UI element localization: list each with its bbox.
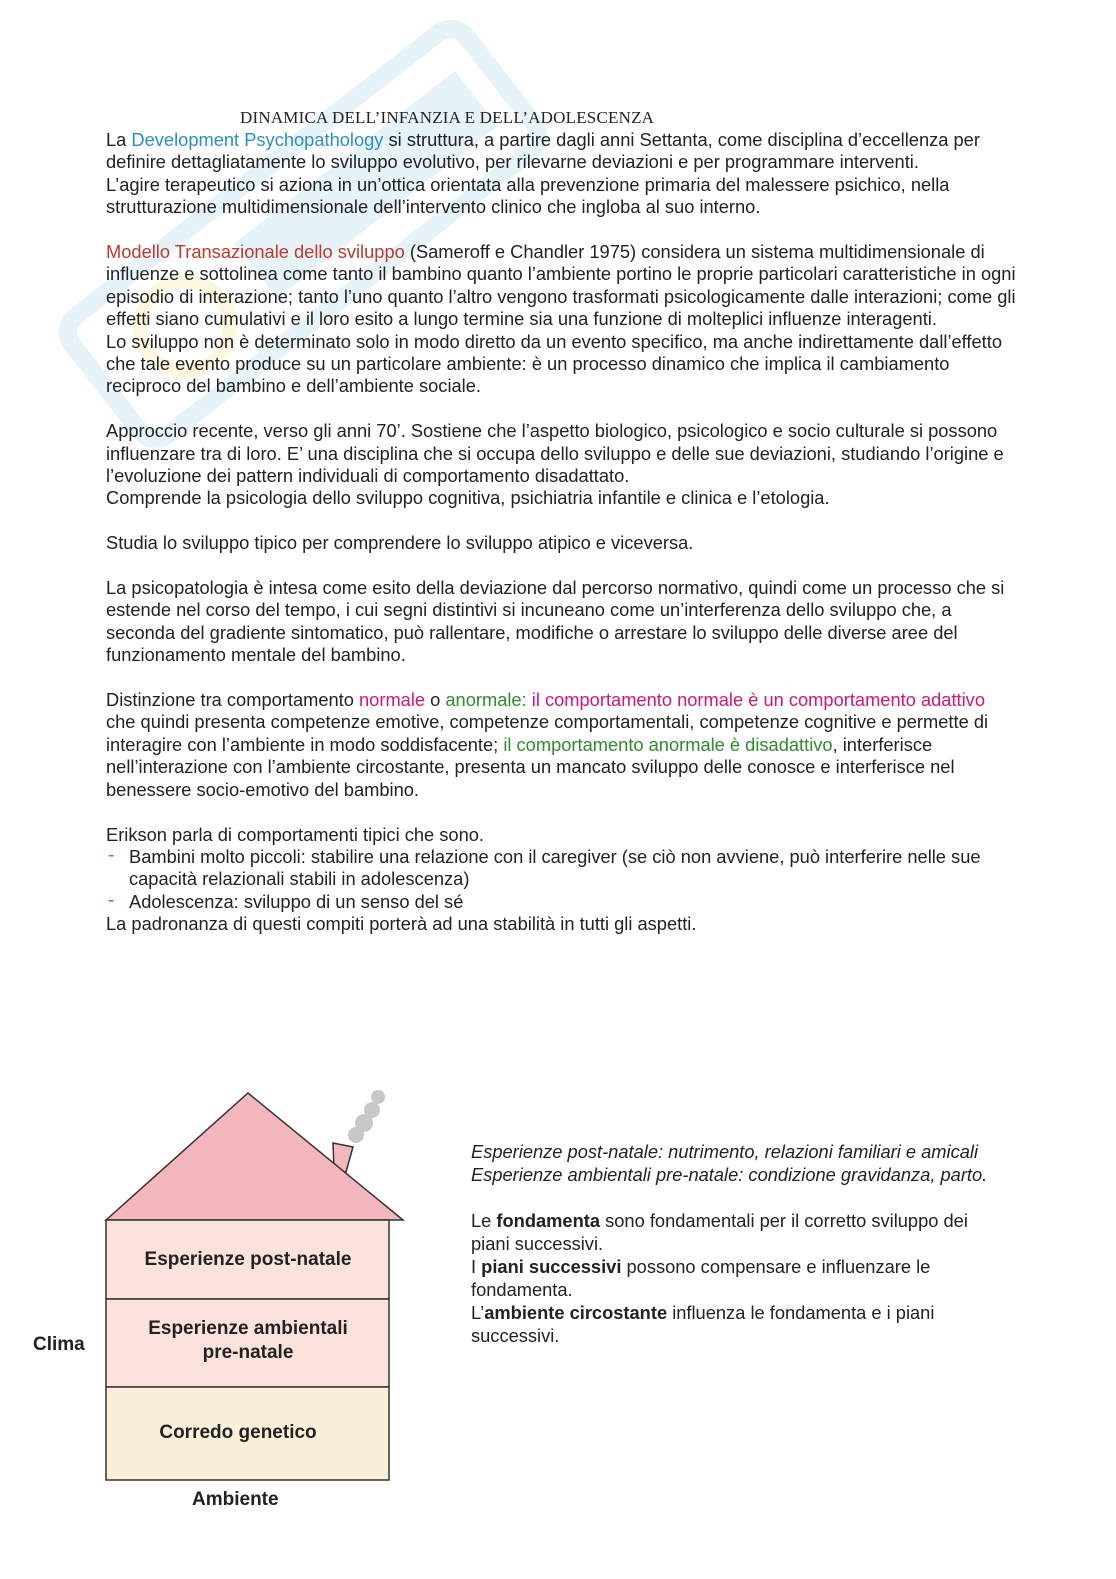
pre-natal-note: Esperienze ambientali pre-natale: condizione gravidanza, parto. <box>471 1164 988 1185</box>
paragraph-normal-abnormal: Distinzione tra comportamento normale o anormale: il comportamento normale è un comportamento adattivo che quindi presenta competenze emotive, competenze comportamentali, competenze cognitive e permette di interagire con l’ambiente in modo soddisfacente; il comportamento anormale è disadattivo, interferisce nell’interazione con l’ambiente circostante, presenta un mancato sviluppo delle conosce e interferisce nel benessere socio-emotivo del bambino. <box>106 689 989 800</box>
climate-label: Clima <box>33 1334 85 1355</box>
environment-note: L’ambiente circostante influenza le fondamenta e i piani successivi. <box>471 1302 935 1346</box>
house-diagram <box>20 1075 420 1535</box>
environment-label: Ambiente <box>192 1489 279 1510</box>
paragraph-psychopathology: La psicopatologia è intesa come esito della deviazione dal percorso normativo, quindi come un processo che si estende nel corso del tempo, i cui segni distintivi si incuneano come un’interferenza dello sviluppo che, a seconda del gradiente sintomatico, può rallentare, modifiche o arrestare lo sviluppo delle diverse aree del funzionamento mentale del bambino. <box>106 577 1005 666</box>
house-drawing <box>20 1075 420 1535</box>
list-item: - Adolescenza: sviluppo di un senso del sé <box>106 891 1016 913</box>
paragraph-transactional-model: Modello Transazionale dello sviluppo (Sameroff e Chandler 1975) considera un sistema multidimensionale di influenze e sottolinea come tanto il bambino quanto l’ambiente portino le proprie particolari caratteristiche in ogni episodio di interazione; tanto l’uno quanto l’altro vengono trasformati psicologicamente dalle interazioni; come gli effetti siano cumulativi e il loro esito a lungo termine sia una funzione di molteplici influenze interagenti. Lo sviluppo non è determinato solo in modo diretto da un evento specifico, ma anche indirettamente dall’effetto che tale evento produce su un particolare ambiente: è un processo dinamico che implica il cambiamento reciproco del bambino e dell’ambiente sociale. <box>106 241 1016 397</box>
paragraph-intro: La Development Psychopathology si struttura, a partire dagli anni Settanta, come disciplina d’eccellenza per definire dettagliatamente lo sviluppo evolutivo, per rilevarne deviazioni e per programmare interventi. L’agire terapeutico si aziona in un’ottica orientata alla prevenzione primaria del malessere psichico, nella strutturazione multidimensionale dell’intervento clinico che ingloba al suo interno. <box>106 129 980 218</box>
paragraph-erikson-intro: Erikson parla di comportamenti tipici che sono. <box>106 823 484 845</box>
roof <box>106 1093 403 1220</box>
house-explanation <box>471 1140 1011 1347</box>
post-natal-note: Esperienze post-natale: nutrimento, relazioni familiari e amicali <box>471 1141 979 1162</box>
foundations-note: Le fondamenta sono fondamentali per il corretto sviluppo dei piani successivi. <box>471 1210 968 1254</box>
development-psychopathology-term: Development Psychopathology <box>131 129 384 150</box>
erikson-list <box>106 846 1016 913</box>
floor-label-post-natal: Esperienze post-natale <box>144 1249 352 1270</box>
page-title: DINAMICA DELL’INFANZIA E DELL’ADOLESCENZA <box>240 108 655 127</box>
floor-label-pre-natal: Esperienze ambientali pre-natale <box>148 1318 348 1363</box>
paragraph-erikson-outro: La padronanza di questi compiti porterà ad una stabilità in tutti gli aspetti. <box>106 913 697 935</box>
floor-label-genetic: Corredo genetico <box>159 1422 317 1443</box>
paragraph-approach: Approccio recente, verso gli anni 70’. Sostiene che l’aspetto biologico, psicologico e socio culturale si possono influenzare tra di loro. E’ una disciplina che si occupa dello sviluppo e delle sue deviazioni, studiando l’origine e l’evoluzione dei pattern individuali di comportamento disadattato. Comprende la psicologia dello sviluppo cognitiva, psichiatria infantile e clinica e l’etologia. <box>106 420 1004 509</box>
list-item: - Bambini molto piccoli: stabilire una relazione con il caregiver (se ciò non avviene, può interferire nelle sue capacità relazionali stabili in adolescenza) <box>106 846 1016 891</box>
document-body <box>106 129 1016 936</box>
smoke-icon <box>348 1090 385 1143</box>
transactional-model-term: Modello Transazionale dello sviluppo <box>106 241 405 263</box>
paragraph-typical-development: Studia lo sviluppo tipico per comprendere lo sviluppo atipico e viceversa. <box>106 532 694 554</box>
upper-floors-note: I piani successivi possono compensare e influenzare le fondamenta. <box>471 1256 931 1300</box>
